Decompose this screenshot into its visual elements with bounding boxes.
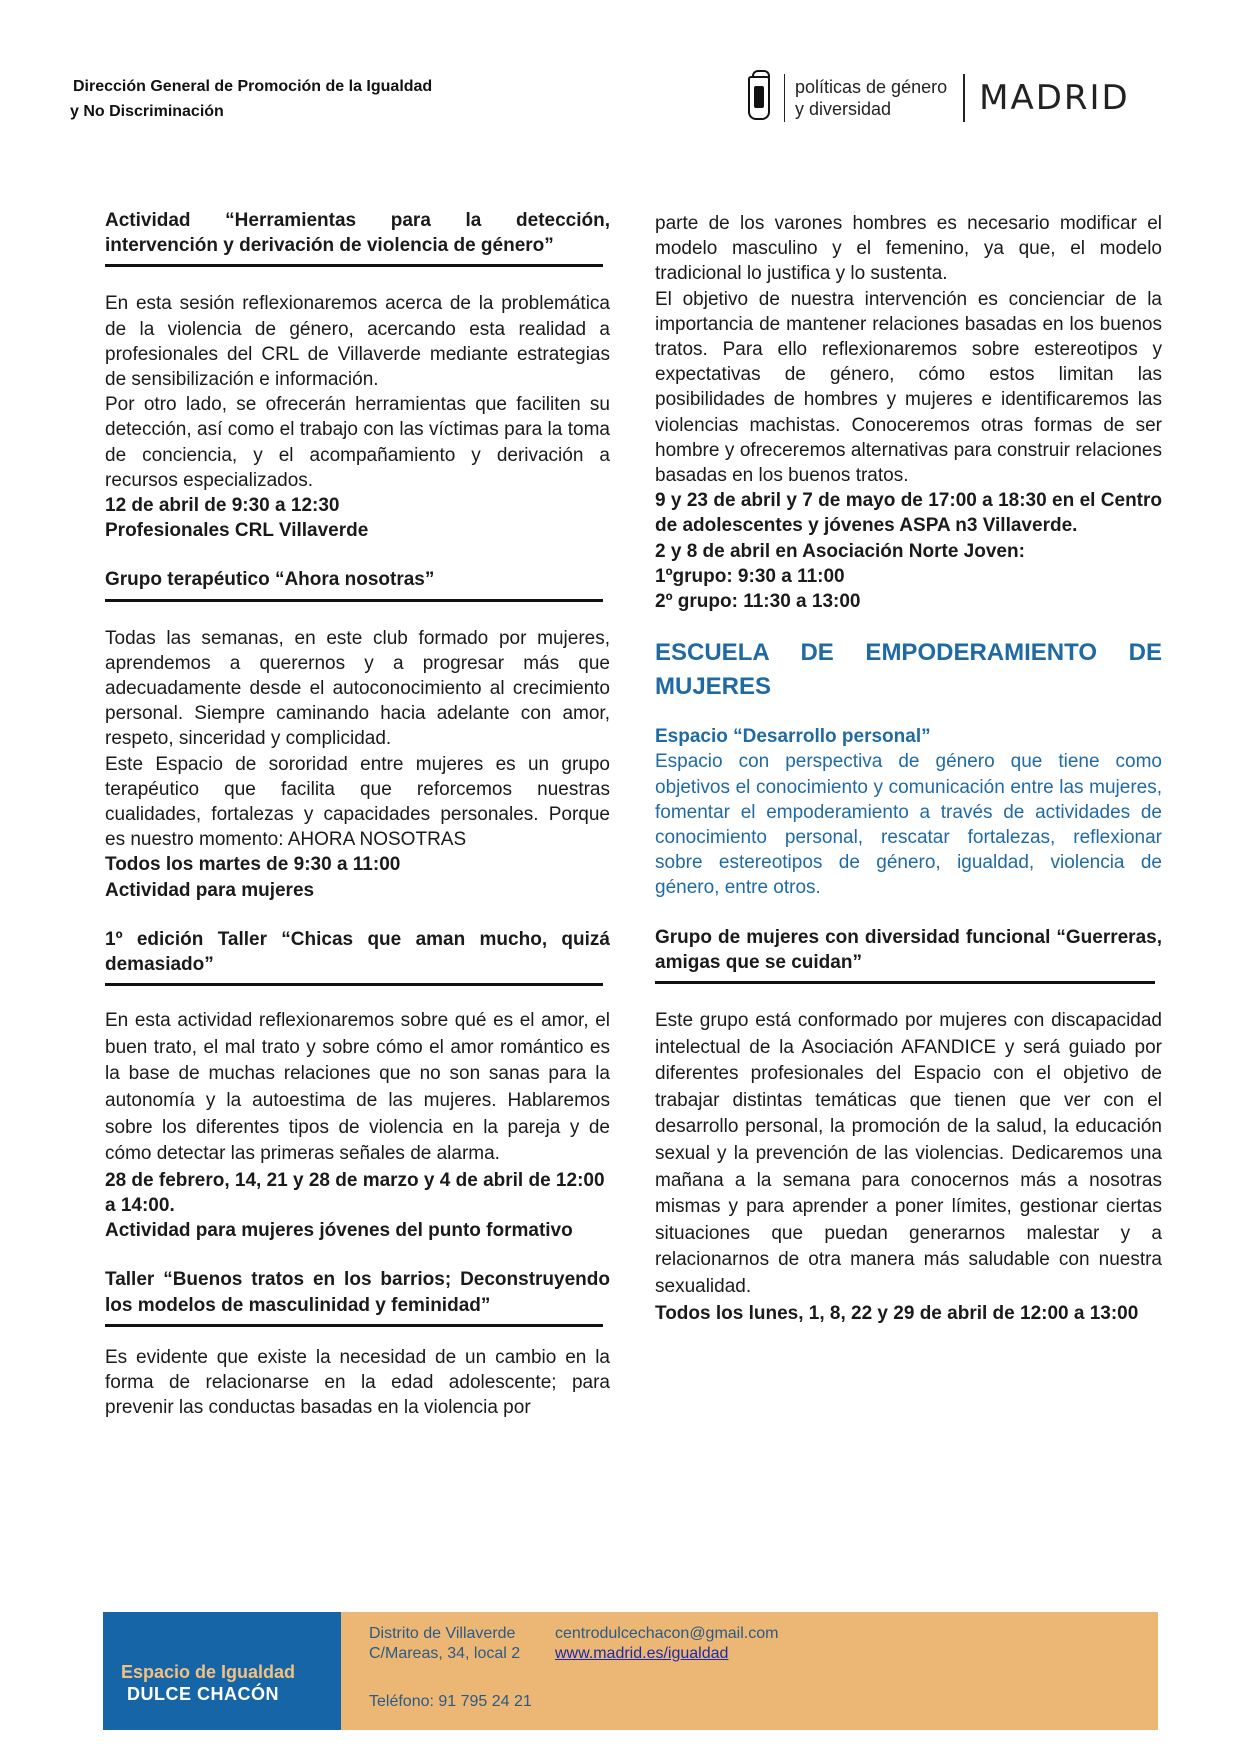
logo-divider-2	[963, 74, 965, 122]
activity-2-title: Grupo terapéutico “Ahora nosotras”	[105, 569, 435, 591]
activity-4-desc-cont-1: parte de los varones hombres es necesario modificar el modelo masculino y el femenino, ya que, el modelo tradicional lo justifica y lo sustenta.	[655, 213, 1162, 285]
activity-1-title: Actividad “Herramientas para la detección, intervención y derivación de violencia de género”	[105, 210, 610, 257]
activity-2-audience: Actividad para mujeres	[105, 879, 315, 901]
activity-1-audience: Profesionales CRL Villaverde	[105, 520, 369, 542]
footer-brand-line-2: DULCE CHACÓN	[127, 1684, 279, 1704]
activity-4-group-1: 1ºgrupo: 9:30 a 11:00	[655, 565, 845, 587]
footer-email: centrodulcechacon@gmail.com	[555, 1625, 779, 1642]
footer	[103, 1612, 1158, 1730]
activity-4-desc-cont-2: El objetivo de nuestra intervención es concienciar de la importancia de mantener relaciones basadas en los buenos tratos. Para ello reflexionaremos sobre estereotipos y expectativas de género, cómo estos limitan las posibilidades de hombres y mujeres e identificaremos las violencias machistas. Conoceremos otras formas de ser hombre y ofreceremos alternativas para construir relaciones basadas en los buenos tratos.	[655, 288, 1162, 487]
activity-6-desc: Este grupo está conformado por mujeres con discapacidad intelectual de la Asociación AFANDICE y será guiado por diferentes profesionales del Espacio con el objetivo de trabajar distintas temáticas que tienen que ver con el desarrollo personal, la promoción de la salud, la educación sexual y la prevención de las violencias. Dedicaremos una mañana a la semana para conocernos más a nosotras mismas y para aprender a poner límites, gestionar ciertas situaciones que puedan generarnos malestar y a relacionarnos de otra manera más saludable con nuestra sexualidad.	[655, 1010, 1162, 1298]
right-column	[655, 211, 1162, 1326]
footer-brand-line-1: Espacio de Igualdad	[121, 1662, 296, 1682]
madrid-crest-icon	[748, 76, 770, 120]
activity-2-desc-2: Este Espacio de sororidad entre mujeres es un grupo terapéutico que facilita que reforcemos nuestras cualidades, fortalezas y capacidades personales. Porque es nuestro momento: AHORA NOSOTRAS	[105, 753, 610, 851]
logo-sub-line-2: y diversidad	[795, 99, 892, 119]
activity-4-desc-1: Es evidente que existe la necesidad de un cambio en la forma de relacionarse en la edad adolescente; para prevenir las conductas basadas en la violencia por	[105, 1346, 610, 1419]
footer-web-link[interactable]: www.madrid.es/igualdad	[555, 1645, 729, 1662]
activity-4-date-2: 2 y 8 de abril en Asociación Norte Joven:	[655, 540, 1025, 562]
section-rule	[105, 983, 603, 986]
activity-4-date-1: 9 y 23 de abril y 7 de mayo de 17:00 a 18:30 en el Centro de adolescentes y jóvenes ASPA n3 Villaverde.	[655, 490, 1162, 537]
activity-2-date: Todos los martes de 9:30 a 11:00	[105, 854, 401, 876]
activity-3-audience: Actividad para mujeres jóvenes del punto formativo	[105, 1220, 573, 1242]
section-rule	[105, 264, 603, 267]
org-line-2: y No Discriminación	[70, 103, 224, 120]
left-column	[105, 208, 610, 1420]
logo-divider	[784, 74, 785, 122]
activity-3-title: 1º edición Taller “Chicas que aman mucho, quizá demasiado”	[105, 928, 610, 976]
activity-4-group-2: 2º grupo: 11:30 a 13:00	[655, 591, 861, 613]
activity-6-title: Grupo de mujeres con diversidad funcional “Guerreras, amigas que se cuidan”	[655, 926, 1162, 973]
section-rule	[655, 981, 1155, 984]
activity-5-title: Espacio “Desarrollo personal”	[655, 726, 931, 748]
activity-6-date: Todos los lunes, 1, 8, 22 y 29 de abril de 12:00 a 13:00	[655, 1302, 1139, 1324]
logo-city: MADRID	[979, 78, 1130, 118]
logo-sub-line-1: políticas de género	[795, 77, 948, 97]
org-line-1: Dirección General de Promoción de la Igualdad	[73, 78, 433, 95]
footer-address: C/Mareas, 34, local 2	[369, 1645, 521, 1662]
activity-3-desc-1: En esta actividad reflexionaremos sobre qué es el amor, el buen trato, el mal trato y sobre cómo el amor romántico es la base de muchas relaciones que no son sanas para la autonomía y la autoestima de las mujeres. Hablaremos sobre los diferentes tipos de violencia en la pareja y de cómo detectar las primeras señales de alarma.	[105, 1010, 610, 1165]
footer-phone: Teléfono: 91 795 24 21	[369, 1693, 532, 1710]
section-title-escuela: ESCUELA DE EMPODERAMIENTO DE MUJERES	[655, 639, 1162, 701]
madrid-logo	[748, 72, 1130, 124]
organization-name	[70, 74, 432, 124]
activity-3-date: 28 de febrero, 14, 21 y 28 de marzo y 4 de abril de 12:00 a 14:00.	[105, 1169, 605, 1217]
activity-5-desc: Espacio con perspectiva de género que tiene como objetivos el conocimiento y comunicación entre las mujeres, fomentar el empoderamiento a través de actividades de conocimiento personal, rescatar fortalezas, reflexionar sobre estereotipos de género, igualdad, violencia de género, entre otros.	[655, 751, 1162, 899]
activity-4-title: Taller “Buenos tratos en los barrios; Deconstruyendo los modelos de masculinidad y feminidad”	[105, 1269, 610, 1316]
footer-brand-block	[103, 1612, 341, 1730]
footer-district: Distrito de Villaverde	[369, 1625, 516, 1642]
section-rule	[105, 1324, 603, 1327]
activity-2-desc-1: Todas las semanas, en este club formado por mujeres, aprendemos a querernos y a progresar más que adecuadamente desde el autoconocimiento al crecimiento personal. Siempre caminando hacia adelante con amor, respeto, sinceridad y complicidad.	[105, 627, 610, 750]
activity-1-date: 12 de abril de 9:30 a 12:30	[105, 495, 340, 517]
activity-1-desc-1: En esta sesión reflexionaremos acerca de la problemática de la violencia de género, acercando esta realidad a profesionales del CRL de Villaverde mediante estrategias de sensibilización e información.	[105, 293, 610, 391]
logo-subtitle	[795, 76, 947, 120]
section-rule	[105, 599, 603, 602]
activity-1-desc-2: Por otro lado, se ofrecerán herramientas que faciliten su detección, así como el trabajo con las víctimas para la toma de conciencia, y el acompañamiento y derivación a recursos especializados.	[105, 394, 610, 491]
